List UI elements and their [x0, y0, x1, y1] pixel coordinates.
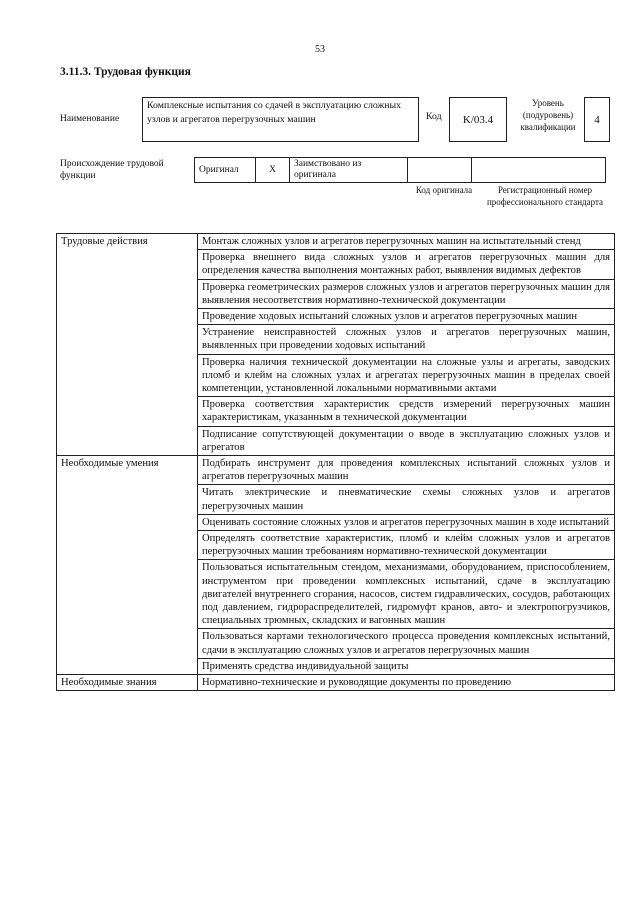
section-title: 3.11.3. Трудовая функция: [60, 66, 191, 78]
original-mark: X: [256, 157, 290, 183]
item-cell: Монтаж сложных узлов и агрегатов перегрузочных машин на испытательный стенд: [198, 234, 615, 250]
item-cell: Оценивать состояние сложных узлов и агрегатов перегрузочных машин в ходе испытаний: [198, 514, 615, 530]
original-label: Оригинал: [194, 157, 256, 183]
table-row: [57, 675, 615, 691]
item-cell: Проверка соответствия характеристик средств измерений перегрузочных машин характеристикам, указанным в технической документации: [198, 397, 615, 426]
item-cell: Проведение ходовых испытаний сложных узлов и агрегатов перегрузочных машин: [198, 309, 615, 325]
code-value-box: K/03.4: [449, 97, 507, 142]
table-row: [57, 234, 615, 250]
item-cell: Подбирать инструмент для проведения комплексных испытаний сложных узлов и агрегатов перегрузочных машин: [198, 456, 615, 485]
original-code-label: Код оригинала: [415, 185, 473, 195]
level-label: Уровень (подуровень) квалификации: [520, 98, 576, 132]
original-code-cell: [408, 157, 472, 183]
item-cell: Пользоваться картами технологического процесса проведения комплексных испытаний, сдачи в эксплуатацию сложных узлов и агрегатов перегрузочных машин: [198, 629, 615, 658]
category-cell: Необходимые умения: [57, 456, 198, 675]
item-cell: Читать электрические и пневматические схемы сложных узлов и агрегатов перегрузочных машин: [198, 485, 615, 514]
item-cell: Устранение неисправностей сложных узлов и агрегатов перегрузочных машин, выявленных при проведении ходовых испытаний: [198, 325, 615, 354]
name-label: Наименование: [60, 114, 120, 124]
registration-number-label: Регистрационный номер профессионального стандарта: [486, 185, 604, 207]
page-number: 53: [315, 44, 325, 55]
origin-row: [194, 157, 606, 183]
item-cell: Проверка наличия технической документации на сложные узлы и агрегаты, заводских пломб и клейм на сложных узлах и агрегатах перегрузочных машин в пределах своей компетенции, установленной локальными нормативными актами: [198, 354, 615, 397]
origin-label: Происхождение трудовой функции: [60, 159, 164, 181]
registration-number-cell: [472, 157, 606, 183]
function-name-box: Комплексные испытания со сдачей в эксплуатацию сложных узлов и агрегатов перегрузочных машин: [142, 97, 419, 142]
level-value-box: 4: [584, 97, 610, 142]
item-cell: Применять средства индивидуальной защиты: [198, 658, 615, 674]
item-cell: Определять соответствие характеристик, пломб и клейм сложных узлов и агрегатов перегрузочных машин требованиям нормативно-технической документации: [198, 531, 615, 560]
borrowed-label: Заимствовано из оригинала: [290, 157, 408, 183]
labor-function-table: [56, 233, 615, 691]
category-cell: Трудовые действия: [57, 234, 198, 456]
category-cell: Необходимые знания: [57, 675, 198, 691]
item-cell: Нормативно-технические и руководящие документы по проведению: [198, 675, 615, 691]
item-cell: Подписание сопутствующей документации о вводе в эксплуатацию сложных узлов и агрегатов: [198, 426, 615, 455]
item-cell: Пользоваться испытательным стендом, механизмами, оборудованием, приспособлением, инструментом при проведении комплексных испытаний, сдаче в эксплуатацию двигателей внутреннего сгорания, насосов, систем гидравлических, сосудов, работающих под давлением, гидрораспределителей, гидромуфт кранов, авто- и электропогрузчиков, специальных трюмных, складских и вагонных машин: [198, 560, 615, 629]
table-row: [57, 456, 615, 485]
item-cell: Проверка геометрических размеров сложных узлов и агрегатов перегрузочных машин для выявления несоответствия нормативно-технической документации: [198, 279, 615, 308]
code-label: Код: [426, 111, 442, 122]
item-cell: Проверка внешнего вида сложных узлов и агрегатов перегрузочных машин для определения качества выполнения монтажных работ, выявления видимых дефектов: [198, 250, 615, 279]
